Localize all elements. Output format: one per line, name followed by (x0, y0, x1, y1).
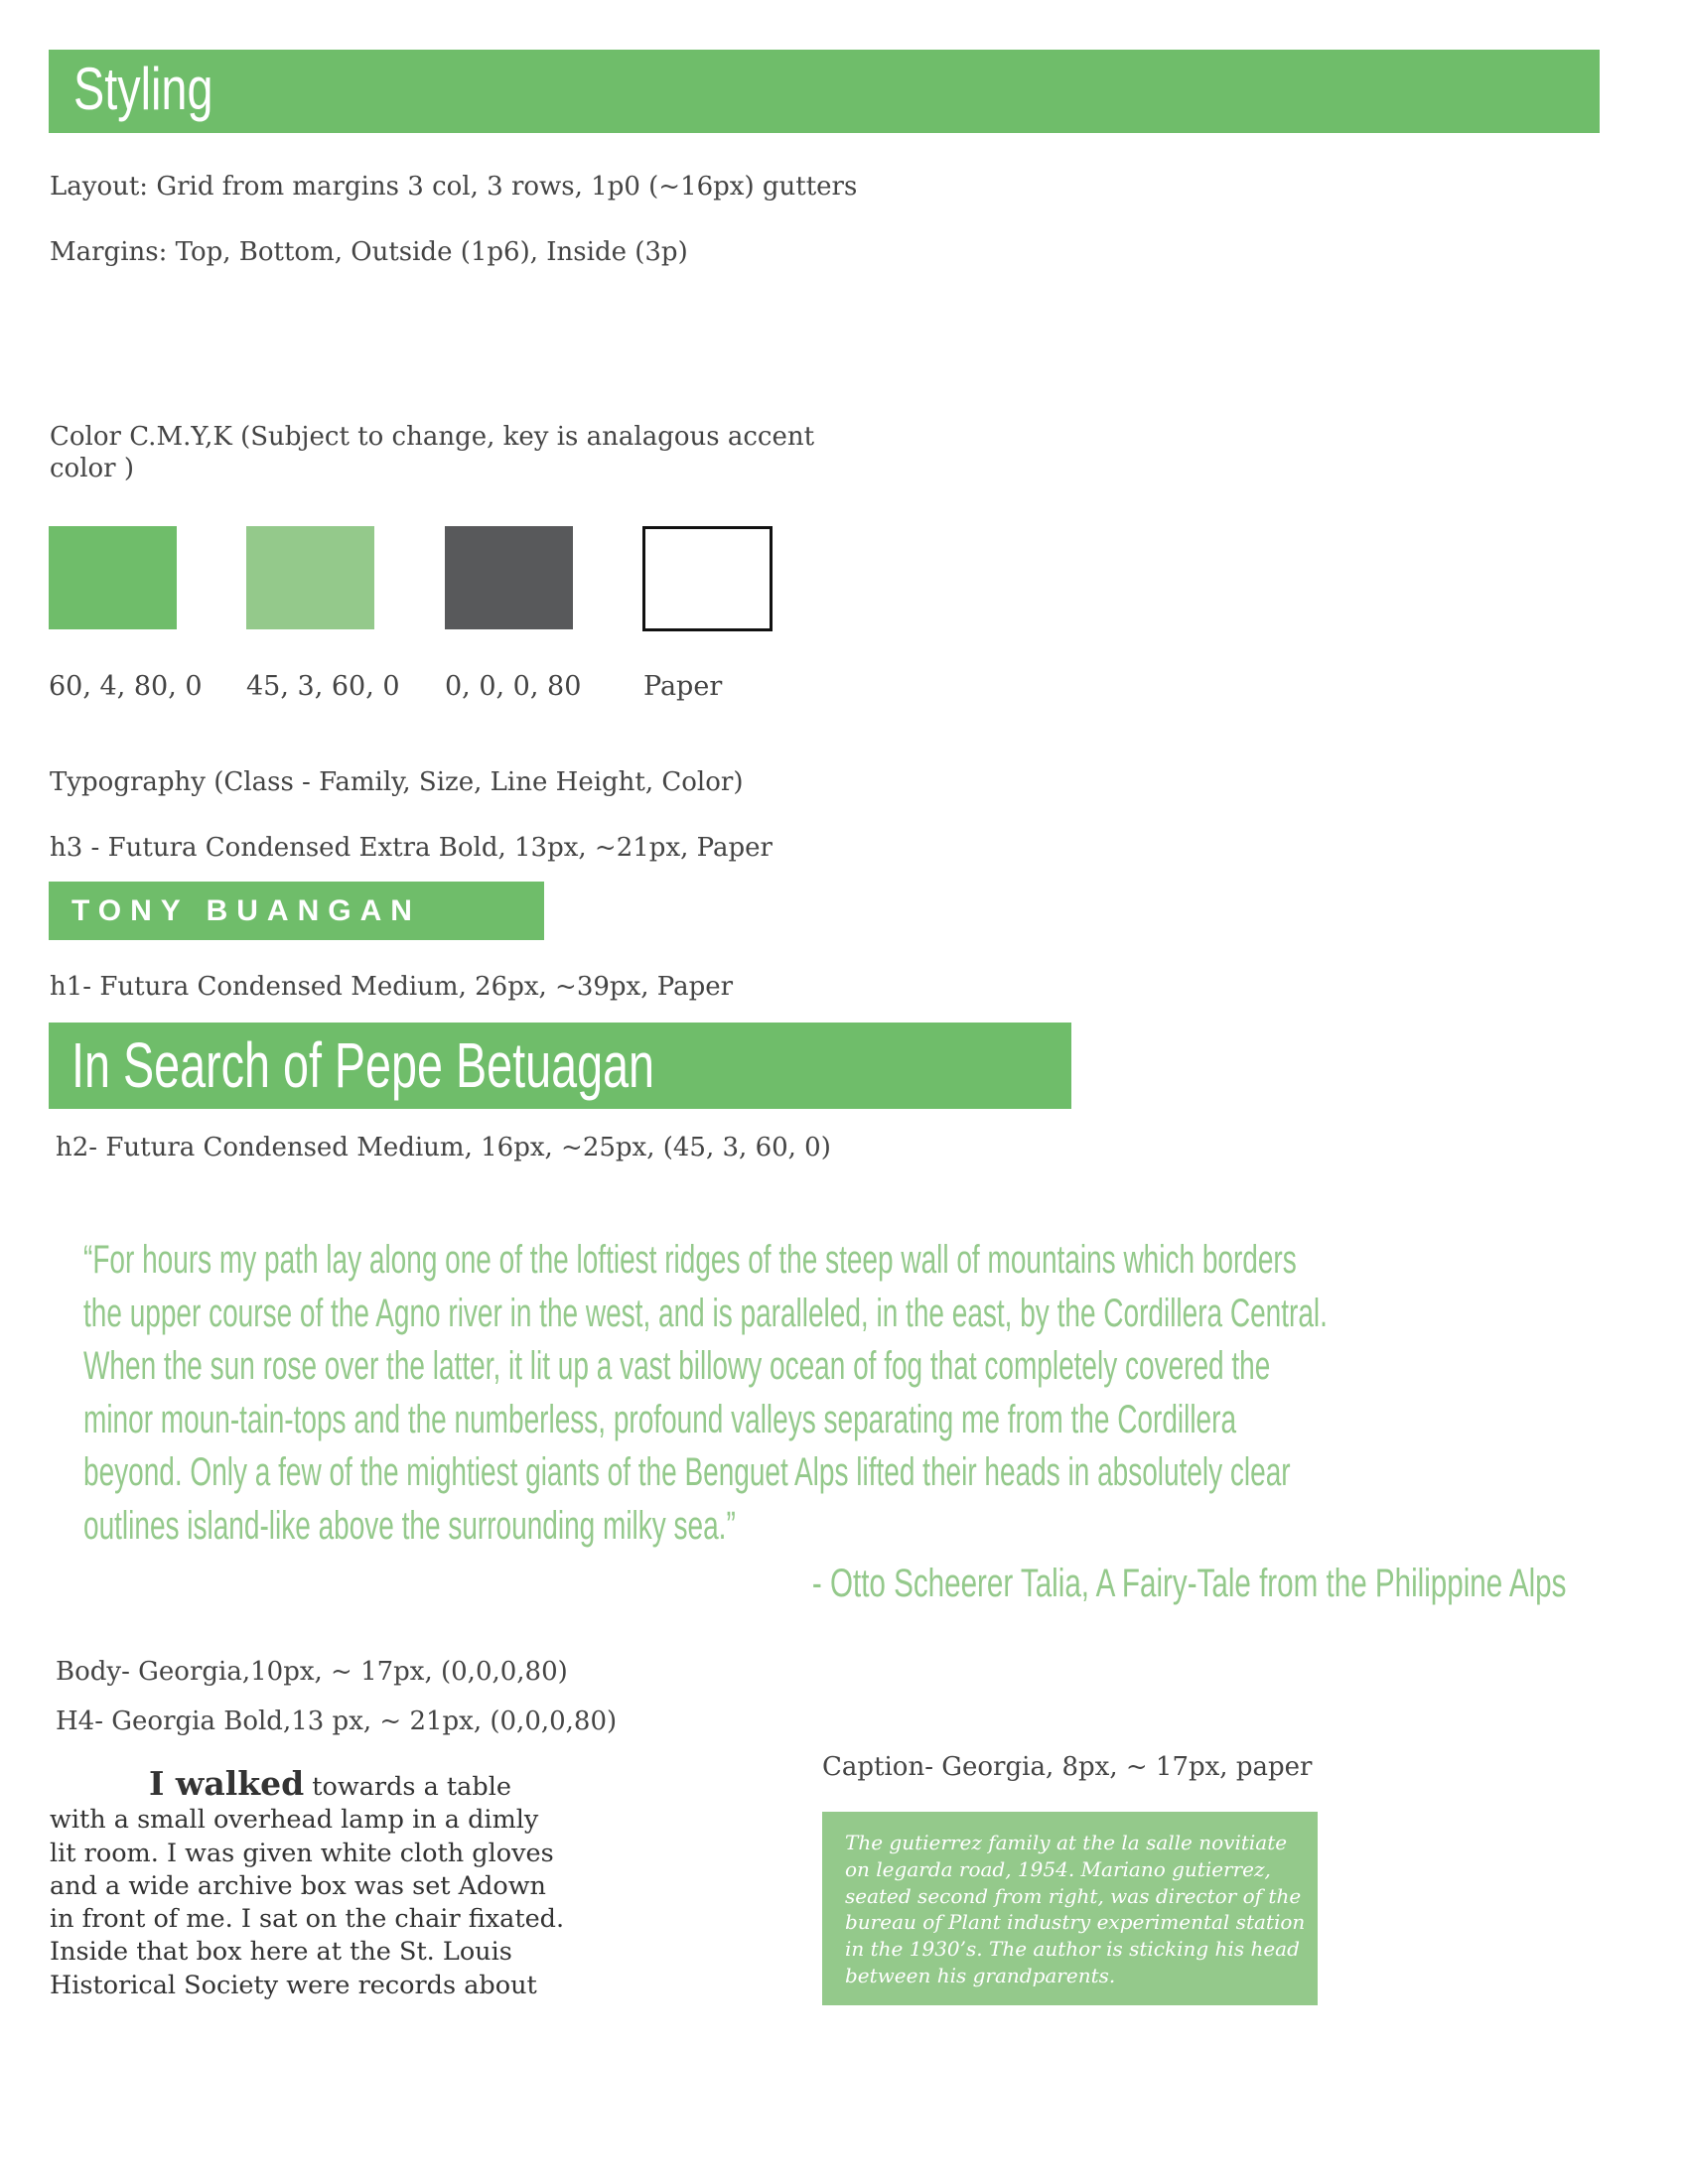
swatch-light-accent (246, 526, 374, 629)
swatch-label: 60, 4, 80, 0 (49, 671, 203, 702)
swatch-dark-gray (445, 526, 573, 629)
color-spec-line2: color ) (50, 454, 135, 483)
swatch-paper (642, 526, 773, 631)
swatch-label: 45, 3, 60, 0 (246, 671, 400, 702)
caption-sample: The gutierrez family at the la salle novitiate on legarda road, 1954. Mariano gutierrez, seated second from right, was director of the bureau of Plant industry experimental station in the 1930’s. The author is sticking his head between his grandparents. (845, 1831, 1306, 1987)
caption-spec: Caption- Georgia, 8px, ~ 17px, paper (822, 1752, 1313, 1782)
h1-spec: h1- Futura Condensed Medium, 26px, ~39px, Paper (50, 972, 734, 1002)
quote-attribution: - Otto Scheerer Talia, A Fairy-Tale from the Philippine Alps (811, 1562, 1566, 1605)
color-spec-line1: Color C.M.Y,K (Subject to change, key is analagous accent (50, 422, 815, 452)
swatch-label: Paper (643, 671, 723, 702)
body-spec: Body- Georgia,10px, ~ 17px, (0,0,0,80) (56, 1657, 568, 1687)
typography-heading: Typography (Class - Family, Size, Line Height, Color) (50, 767, 744, 797)
h3-spec: h3 - Futura Condensed Extra Bold, 13px, ~21px, Paper (50, 833, 773, 863)
body-text: towards a table with a small overhead lamp in a dimly lit room. I was given white cloth gloves and a wide archive box was set Adown in front of me. I sat on the chair fixated. Inside that box here at the St. Louis Historical Society were records about (50, 1772, 565, 2000)
layout-spec: Layout: Grid from margins 3 col, 3 rows, 1p0 (~16px) gutters (50, 172, 858, 202)
h3-sample: TONY BUANGAN (71, 894, 421, 927)
swatch-label: 0, 0, 0, 80 (445, 671, 582, 702)
h4-lead: I walked (149, 1764, 305, 1803)
h2-sample-quote: “For hours my path lay along one of the loftiest ridges of the steep wall of mountains which borders the upper course of the Agno river in the west, and is paralleled, in the east, by the Cordillera Central. When the sun rose over the latter, it lit up a vast billowy ocean of fog that completely covered the minor moun-tain-tops and the numberless, profound valleys separating me from the Cordillera beyond. Only a few of the mightiest giants of the Benguet Alps lifted their heads in absolutely clear outlines island-like above the surrounding milky sea.” (83, 1238, 1328, 1548)
page-title: Styling (73, 56, 213, 122)
body-sample (50, 1764, 566, 2002)
swatch-accent (49, 526, 177, 629)
margins-spec: Margins: Top, Bottom, Outside (1p6), Inside (3p) (50, 237, 688, 267)
h2-spec: h2- Futura Condensed Medium, 16px, ~25px, (45, 3, 60, 0) (56, 1133, 831, 1162)
h4-spec: H4- Georgia Bold,13 px, ~ 21px, (0,0,0,80) (56, 1706, 618, 1736)
h1-sample: In Search of Pepe Betuagan (71, 1029, 655, 1101)
title-bar (49, 50, 1600, 133)
